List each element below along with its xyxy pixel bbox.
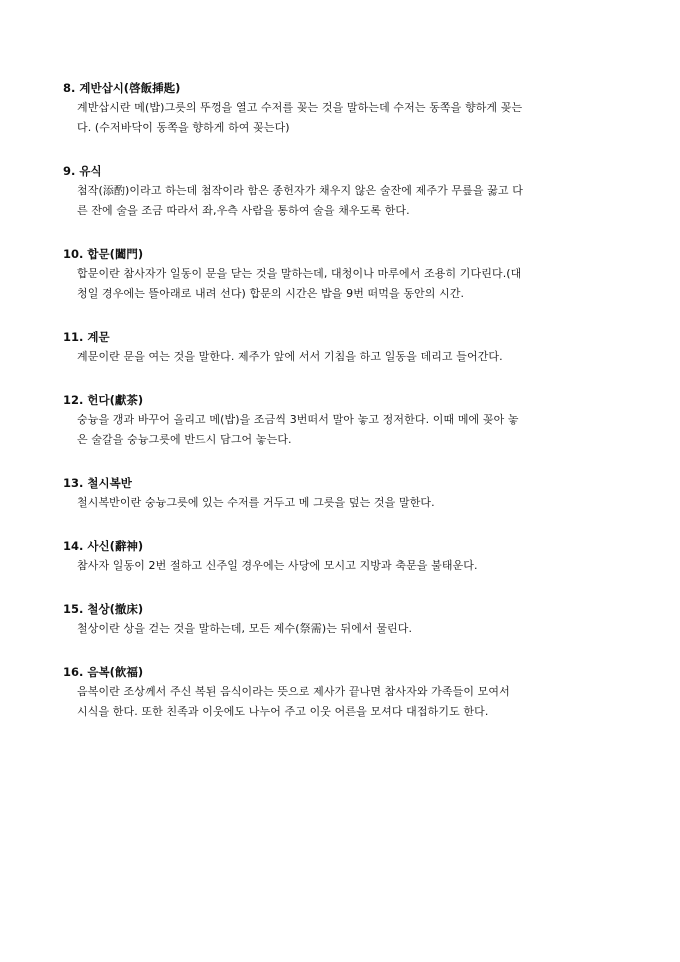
body-line: 합문이란 참사자가 일동이 문을 닫는 것을 말하는데, 대청이나 마루에서 조용히 기다린다.(대 <box>77 267 522 280</box>
document-content <box>63 80 623 747</box>
section-heading: 16. 음복(飮福) <box>63 665 144 679</box>
body-line: 시식을 한다. 또한 친족과 이웃에도 나누어 주고 이웃 어른을 모셔다 대접하기도 한다. <box>77 705 489 718</box>
section-heading: 14. 사신(辭神) <box>63 539 144 553</box>
body-line: 다. (수저바닥이 동쪽을 향하게 하여 꽂는다) <box>77 121 290 134</box>
body-line: 청일 경우에는 뜰아래로 내려 선다) 합문의 시간은 밥을 9번 떠먹을 동안의 시간. <box>77 287 465 300</box>
section-body <box>63 493 623 513</box>
body-line: 철시복반이란 숭늉그릇에 있는 수저를 거두고 메 그릇을 덮는 것을 말한다. <box>77 496 435 509</box>
section-14 <box>63 538 623 576</box>
section-10 <box>63 246 623 304</box>
body-line: 숭늉을 갱과 바꾸어 올리고 메(밥)을 조금씩 3번떠서 말아 놓고 정저한다. 이때 메에 꽂아 놓 <box>77 413 519 426</box>
section-body <box>63 347 623 367</box>
section-body <box>63 682 623 722</box>
section-11 <box>63 329 623 367</box>
section-heading: 11. 계문 <box>63 330 110 344</box>
section-heading: 10. 합문(闔門) <box>63 247 144 261</box>
section-12 <box>63 392 623 450</box>
body-line: 음복이란 조상께서 주신 복된 음식이라는 뜻으로 제사가 끝나면 참사자와 가족들이 모여서 <box>77 685 510 698</box>
section-heading: 8. 계반삽시(啓飯揷匙) <box>63 81 181 95</box>
section-body <box>63 264 623 304</box>
section-body <box>63 556 623 576</box>
body-line: 은 술갈을 숭늉그릇에 반드시 담그어 놓는다. <box>77 433 292 446</box>
body-line: 첨작(添酌)이라고 하는데 첨작이라 함은 종헌자가 채우지 않은 술잔에 제주가 무릎을 꿇고 다 <box>77 184 523 197</box>
section-body <box>63 619 623 639</box>
section-13 <box>63 475 623 513</box>
body-line: 계문이란 문을 여는 것을 말한다. 제주가 앞에 서서 기침을 하고 일동을 데리고 들어간다. <box>77 350 503 363</box>
section-16 <box>63 664 623 722</box>
section-heading: 13. 철시복반 <box>63 476 132 490</box>
body-line: 철상이란 상을 걷는 것을 말하는데, 모든 제수(祭需)는 뒤에서 물린다. <box>77 622 413 635</box>
section-body <box>63 98 623 138</box>
body-line: 계반삽시란 메(밥)그릇의 뚜껑을 열고 수저를 꽂는 것을 말하는데 수저는 동쪽을 향하게 꽂는 <box>77 101 523 114</box>
section-9 <box>63 163 623 221</box>
section-heading: 12. 헌다(獻茶) <box>63 393 144 407</box>
section-8 <box>63 80 623 138</box>
section-15 <box>63 601 623 639</box>
section-heading: 15. 철상(撤床) <box>63 602 144 616</box>
body-line: 참사자 일동이 2번 절하고 신주일 경우에는 사당에 모시고 지방과 축문을 불태운다. <box>77 559 478 572</box>
section-heading: 9. 유식 <box>63 164 102 178</box>
section-body <box>63 410 623 450</box>
body-line: 른 잔에 술을 조금 따라서 좌,우측 사람을 통하여 술을 채우도록 한다. <box>77 204 410 217</box>
section-body <box>63 181 623 221</box>
